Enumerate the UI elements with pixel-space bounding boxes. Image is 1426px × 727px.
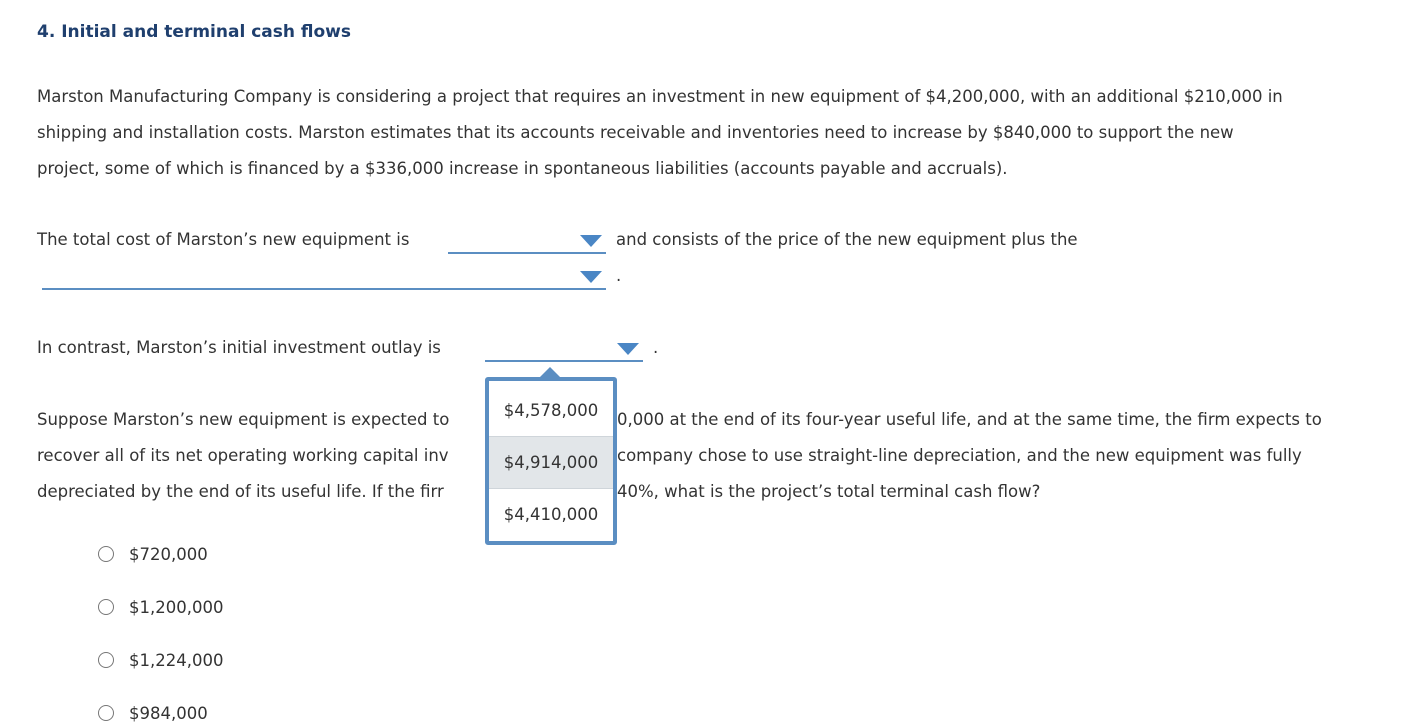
answer-choice-label: $720,000 <box>129 545 208 564</box>
part2-line-1-start: Suppose Marston’s new equipment is expected to <box>37 410 450 429</box>
initial-outlay-select[interactable] <box>485 338 643 362</box>
intro-line-2: shipping and installation costs. Marston estimates that its accounts receivable and inventories need to increase by $840,000 to support the new <box>37 123 1234 142</box>
chevron-down-icon <box>580 235 602 247</box>
answer-choice-label: $1,224,000 <box>129 651 224 670</box>
initial-outlay-label: In contrast, Marston’s initial investment outlay is <box>37 338 441 357</box>
period: . <box>616 266 622 285</box>
cost-component-select[interactable] <box>42 266 606 290</box>
part2-line-3-end: 40%, what is the project’s total terminal cash flow? <box>617 482 1041 501</box>
chevron-down-icon <box>580 271 602 283</box>
part2-line-2-end: company chose to use straight-line depreciation, and the new equipment was fully <box>617 446 1302 465</box>
dropdown-option[interactable]: $4,410,000 <box>503 505 599 524</box>
initial-outlay-dropdown-menu <box>485 377 617 545</box>
part2-line-2-start: recover all of its net operating working capital inv <box>37 446 449 465</box>
intro-line-3: project, some of which is financed by a $336,000 increase in spontaneous liabilities (accounts payable and accruals). <box>37 159 1008 178</box>
intro-line-1: Marston Manufacturing Company is considering a project that requires an investment in new equipment of $4,200,000, with an additional $210,000 in <box>37 87 1283 106</box>
total-cost-label: The total cost of Marston’s new equipment is <box>37 230 410 249</box>
total-cost-continuation: and consists of the price of the new equipment plus the <box>616 230 1078 249</box>
answer-choice-label: $984,000 <box>129 704 208 723</box>
answer-choice-label: $1,200,000 <box>129 598 224 617</box>
total-cost-select[interactable] <box>448 230 606 254</box>
dropdown-option-highlighted[interactable]: $4,914,000 <box>489 437 613 488</box>
part2-line-3-start: depreciated by the end of its useful life. If the firr <box>37 482 444 501</box>
part2-line-1-end: 0,000 at the end of its four-year useful life, and at the same time, the firm expects to <box>617 410 1322 429</box>
radio-button[interactable] <box>98 599 114 615</box>
period: . <box>653 338 659 357</box>
radio-button[interactable] <box>98 546 114 562</box>
question-title: 4. Initial and terminal cash flows <box>37 22 351 42</box>
radio-button[interactable] <box>98 705 114 721</box>
dropdown-option[interactable]: $4,578,000 <box>503 401 599 420</box>
radio-button[interactable] <box>98 652 114 668</box>
chevron-down-icon <box>617 343 639 355</box>
